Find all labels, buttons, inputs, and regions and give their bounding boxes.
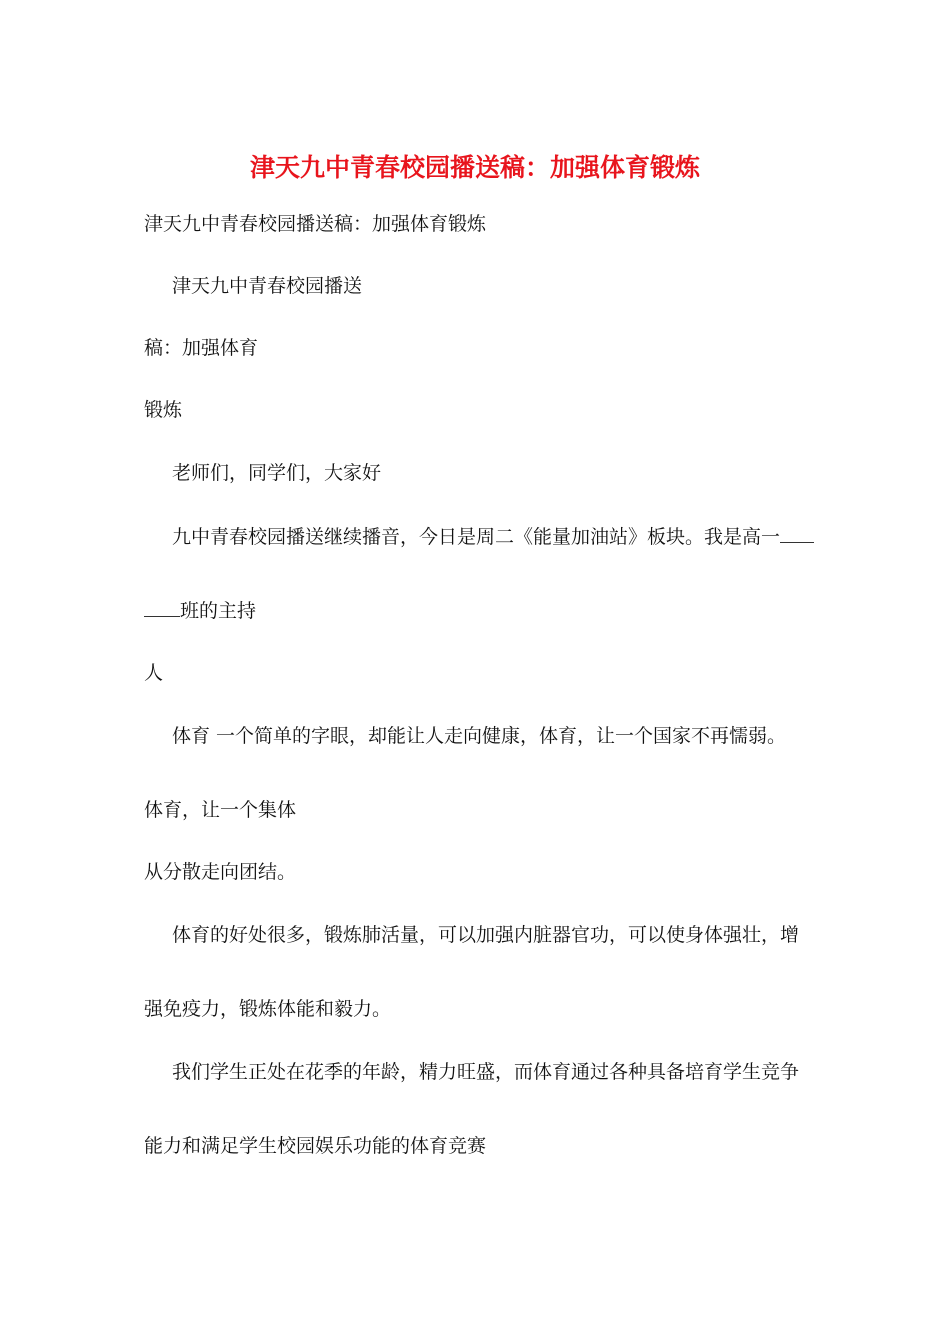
paragraph-line: 体育，让一个集体: [144, 799, 297, 821]
paragraph-text: 班的主持: [180, 600, 257, 622]
paragraph-text: 九中青春校园播送继续播音，今日是周二《能量加油站》板块。我是高一: [172, 526, 781, 548]
fill-in-blank: [780, 522, 814, 543]
document-title: 津天九中青春校园播送稿：加强体育锻炼: [249, 153, 700, 182]
paragraph-line: 能力和满足学生校园娱乐功能的体育竞赛: [144, 1135, 487, 1157]
paragraph-line: 体育 一个简单的字眼，却能让人走向健康，体育，让一个国家不再懦弱。: [172, 725, 787, 747]
paragraph-line: 人: [144, 662, 164, 684]
paragraph-line: 我们学生正处在花季的年龄，精力旺盛，而体育通过各种具备培育学生竞争: [172, 1061, 800, 1083]
paragraph-line: 稿：加强体育: [144, 337, 259, 359]
fill-in-blank: [144, 596, 180, 617]
paragraph-line-with-blank: [144, 596, 256, 625]
paragraph-line: 老师们，同学们，大家好: [172, 462, 382, 484]
paragraph-line-with-blank: [172, 522, 814, 551]
paragraph-line: 津天九中青春校园播送稿：加强体育锻炼: [144, 213, 487, 235]
paragraph-line: 体育的好处很多，锻炼肺活量，可以加强内脏器官功，可以使身体强壮，增: [172, 924, 800, 946]
paragraph-line: 锻炼: [144, 399, 183, 421]
paragraph-line: 津天九中青春校园播送: [172, 275, 363, 297]
paragraph-line: 强免疫力，锻炼体能和毅力。: [144, 998, 392, 1020]
paragraph-line: 从分散走向团结。: [144, 861, 297, 883]
